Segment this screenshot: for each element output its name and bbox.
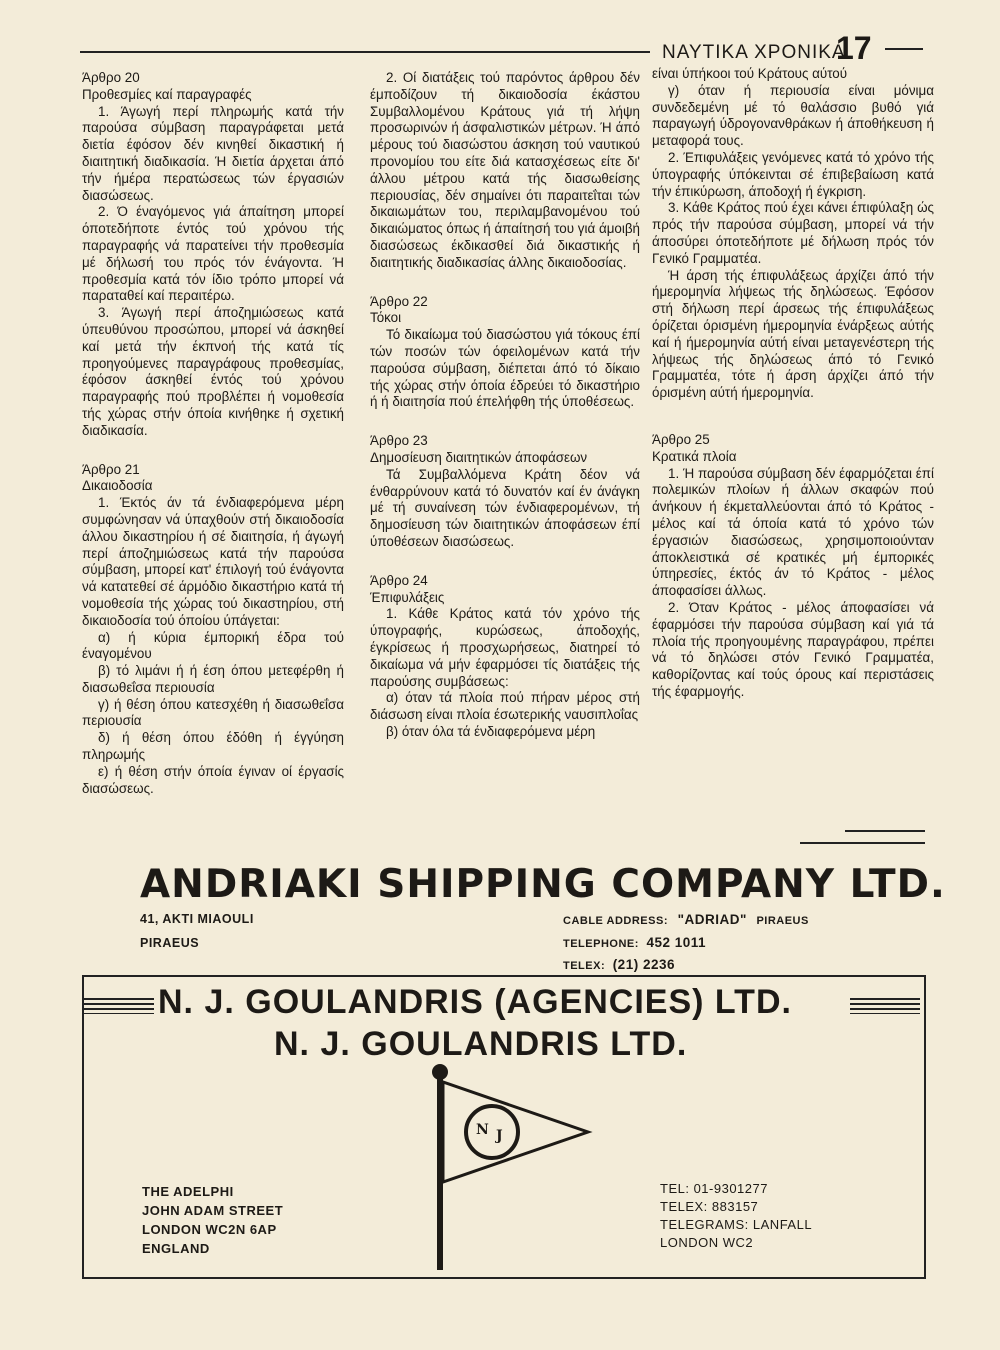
list-item: α) ή κύρια έμπορική έδρα τού έναγομένου xyxy=(82,629,344,662)
list-item: ε) ή θέση στήν όποία έγιναν οί έργασίς διασώσεως. xyxy=(82,763,344,796)
article-23-title: Δημοσίευση διαιτητικών άποφάσεων xyxy=(370,449,588,465)
cable-label: CABLE ADDRESS: xyxy=(563,915,668,927)
article-24-label: Άρθρο 24 xyxy=(370,572,428,588)
list-item: α) όταν τά πλοία πού πήραν μέρος στή διάσωση είναι πλοία έσωτερικής ναυσιπλοΐας xyxy=(370,690,640,723)
paragraph: 1. Έκτός άν τά ένδιαφερόμενα μέρη συμφώνησαν νά ύπαχθούν στή δικαιοδοσία άλλου δικαστηρίου ή σέ διαιτησία, ή άγωγή περί άποζημιώσεως κατά τήν παρούσα σύμβαση, μπορεί κατ' έπιλογή τού ένάγοντα νά κατατεθεί σέ άρμόδιο δικαστήριο κατά τή νομοθεσία τής χώρας τού δικαστηρίου, στή δικαιοδοσία τού όποίου ύπάγεται: xyxy=(82,495,344,628)
paragraph: 3. Κάθε Κράτος πού έχει κάνει έπιφύλαξη ώς πρός τήν παρούσα σύμβαση, μπορεί νά τήν άποσύρει όποτεδήποτε μέ δήλωση πρός τόν Γενικό Γραμματέα. xyxy=(652,200,934,266)
goulandris-address xyxy=(142,1182,283,1258)
magazine-title: ΝΑΥΤΙΚΑ ΧΡΟΝΙΚΑ xyxy=(662,42,846,63)
goulandris-contacts xyxy=(660,1180,812,1252)
telex-label: TELEX: xyxy=(563,960,606,972)
article-22-title: Τόκοι xyxy=(370,310,402,326)
paragraph: 2. Οί διατάξεις τού παρόντος άρθρου δέν έμποδίζουν τή δικαιοδοσία έκάστου Συμβαλλομένου Κράτους γιά τή λήψη προσωρινών ή άσφαλιστικών μέτρων. Ή άπό μέρους τού διασώστου άσκηση τού ναυτικού προνομίου του είτε διά κατασχέσεως είτε δι' άλλου μέτρου κατά τής διασωθείσης περιουσίας, δέν σημαίνει ότι παραιτεΐται τών δικαιωμάτων του, περιλαμβανομένου τού δικαιώματος όπως ή άπαίτησή του γιά άμοιβή διασώσεως έκδικασθεί διά δικαστικής ή διαιτητικής διαδικασίας άλλης δικαιοδοσίας. xyxy=(370,70,640,270)
column-end-rule xyxy=(800,842,925,844)
monogram-letter-j: J xyxy=(496,1128,503,1144)
paragraph: 1. Άγωγή περί πληρωμής κατά τήν παρούσα σύμβαση παραγράφεται μετά διετία έφόσον δέν κινηθεί δικαστική ή διαιτητική διαδικασία. Ή διετία άρχεται άπό τήν ήμέρα περατώσεως τών έργασιών διασώσεως. xyxy=(82,103,344,203)
andriaki-telephone-row xyxy=(563,935,706,950)
paragraph: 1. Ή παρούσα σύμβαση δέν έφαρμόζεται έπί πολεμικών πλοίων ή άλλων σκαφών πού άνήκουν ή έκμεταλλεύονται άπό τό Κράτος - μέλος καί τά όποία κατά τό χρόνο τών έργασιών διασώσεως, χρησιμοποιούνταν άποκλειστικά σέ κρατικές μή έμπορικές ύπηρεσίες, έκτός άν τό Κράτος - μέλος άποφασίσει άλλως. xyxy=(652,465,934,599)
paragraph: 2. Ό έναγόμενος γιά άπαίτηση μπορεί όποτεδήποτε έντός τού χρόνου τής παραγραφής νά παρατείνει τήν προθεσμία μέ δήλωσή του πρός τόν ένάγοντα. Ή προθεσμία κατά τόν ίδιο τρόπο μπορεί νά παραταθεί καί περαιτέρω. xyxy=(82,204,344,304)
paragraph: Τά Συμβαλλόμενα Κράτη δέον νά ένθαρρύνουν κατά τό δυνατόν καί έν άνάγκη μέ τή συναίνεση τών ένδιαφερομένων, τή δημοσίευση τών διαιτητικών άποφάσεων έπί ύποθέσεων διασώσεως. xyxy=(370,466,640,549)
andriaki-cable-row xyxy=(563,912,809,927)
address-line: LONDON WC2N 6AP xyxy=(142,1222,277,1237)
column-end-rule xyxy=(845,830,925,832)
list-item: β) όταν όλα τά ένδιαφερόμενα μέρη xyxy=(386,723,596,739)
monogram-letter-n: N xyxy=(476,1122,489,1138)
article-20-title: Προθεσμίες καί παραγραφές xyxy=(82,86,252,102)
andriaki-address-line-2: PIRAEUS xyxy=(140,936,200,950)
article-22-label: Άρθρο 22 xyxy=(370,293,428,309)
list-item: β) τό λιμάνι ή ή έση όπου μετεφέρθη ή διασωθεΐσα περιουσία xyxy=(82,663,344,695)
list-item: γ) ή θέση όπου κατεσχέθη ή διασωθεΐσα περιουσία xyxy=(82,696,344,729)
page-number: 17 xyxy=(836,30,872,66)
andriaki-address-line-1: 41, AKTI MIAOULI xyxy=(140,912,254,926)
goulandris-title-1: N. J. GOULANDRIS (AGENCIES) LTD. xyxy=(158,983,792,1021)
paragraph: 2. Έπιφυλάξεις γενόμενες κατά τό χρόνο τής ύπογραφής ύπόκεινται σέ έπιβεβαίωση κατά τήν έπικύρωση, άποδοχή ή έγκριση. xyxy=(652,149,934,199)
decorative-bar-right xyxy=(850,998,920,1014)
telex-value: (21) 2236 xyxy=(612,957,675,972)
pennant-flag-logo xyxy=(420,1060,600,1270)
article-21-title: Δικαιοδοσία xyxy=(82,478,153,494)
telegrams-line: TELEGRAMS: LANFALL xyxy=(660,1217,813,1232)
paragraph: Ή άρση τής έπιφυλάξεως άρχίζει άπό τήν ήμερομηνία λήψεως τής δηλώσεως. Έφόσον στή δήλωση περί άρσεως τής έπιφυλάξεως όρίζεται όρισμένη ήμερομηνία ένάρξεως αύτής καί ή ήμερομηνία αύτή είναι μεταγενέστερη τής λήψεως τής δηλώσεως άπό τό Γενικό Γραμματέα, τότε ή άρση άρχίζει άπό τήν όρισμένη αύτή ήμερομηνία. xyxy=(652,267,934,401)
paragraph: 1. Κάθε Κράτος κατά τόν χρόνο τής ύπογραφής, κυρώσεως, άποδοχής, έγκρίσεως ή προσχωρήσεως, διατηρεί τό δικαίωμα νά μήν έφαρμόσει τίς διατάξεις τής παρούσης συμβάσεως: xyxy=(370,606,640,689)
article-20-label: Άρθρο 20 xyxy=(82,70,140,85)
paragraph: είναι ύπήκοοι τού Κράτους αύτού xyxy=(652,66,848,81)
list-item: γ) όταν ή περιουσία είναι μόνιμα συνδεδεμένη μέ τό θαλάσσιο βυθό γιά παραγωγή ύδρογονανθράκων ή άποθήκευση ή μεταφορά τους. xyxy=(652,82,934,149)
andriaki-telex-row xyxy=(563,957,675,972)
header-rule-left xyxy=(80,51,650,53)
decorative-bar-left xyxy=(84,998,154,1014)
paragraph: 3. Άγωγή περί άποζημιώσεως κατά ύπευθύνου προσώπου, μπορεί νά άσκηθεί καί μετά τήν έκπνοή τής κατά τίς προηγούμενες παραγράφους προθεσμίας, έφόσον άσκηθεί έντός τού χρόνου παραγραφής πού προβλέπει ή νομοθεσία τής χώρας στήν όποία κινήθηκε ή σχετική διαδικασία. xyxy=(82,305,344,438)
goulandris-title-2: N. J. GOULANDRIS LTD. xyxy=(274,1025,688,1063)
tel-line: TEL: 01-9301277 xyxy=(660,1181,768,1196)
article-25-title: Κρατικά πλοία xyxy=(652,448,737,464)
article-25-label: Άρθρο 25 xyxy=(652,431,710,447)
list-item: δ) ή θέση όπου έδόθη ή έγγύηση πληρωμής xyxy=(82,730,344,763)
cable-city: PIRAEUS xyxy=(756,915,809,927)
telephone-value: 452 1011 xyxy=(646,935,707,950)
article-24-title: Έπιφυλάξεις xyxy=(370,589,445,605)
header-rule-right xyxy=(885,48,923,50)
address-line: THE ADELPHI xyxy=(142,1184,234,1199)
text-column-2 xyxy=(370,70,640,741)
paragraph: 2. Όταν Κράτος - μέλος άποφασίσει νά έφαρμόσει τήν παρούσα σύμβαση καί γιά τά πλοία τής προηγουμένης παραγράφου, πρέπει νά τό δηλώσει στόν Γενικό Γραμματέα, καθορίζοντας καί τούς όρους καί περιστάσεις τής έφαρμογής. xyxy=(652,599,934,699)
address-line: JOHN ADAM STREET xyxy=(142,1203,284,1218)
andriaki-company-name: ANDRIAKI SHIPPING COMPANY LTD. xyxy=(140,862,946,907)
telex-line: TELEX: 883157 xyxy=(660,1199,759,1214)
city-line: LONDON WC2 xyxy=(660,1235,754,1250)
text-column-1 xyxy=(82,70,344,797)
telephone-label: TELEPHONE: xyxy=(563,938,639,950)
text-column-3 xyxy=(652,66,934,701)
paragraph: Τό δικαίωμα τού διασώστου γιά τόκους έπί τών ποσών τών όφειλομένων κατά τήν παρούσα σύμβαση, διέπεται άπό τό δίκαιο τής χώρας στήν όποία έδρεύει τό δικαστήριο ή ή διαιτησία πού έπελήφθη τής ύποθέσεως. xyxy=(370,327,640,410)
address-line: ENGLAND xyxy=(142,1241,210,1256)
article-23-label: Άρθρο 23 xyxy=(370,433,428,449)
cable-value: "ADRIAD" xyxy=(677,912,747,927)
article-21-label: Άρθρο 21 xyxy=(82,461,140,477)
